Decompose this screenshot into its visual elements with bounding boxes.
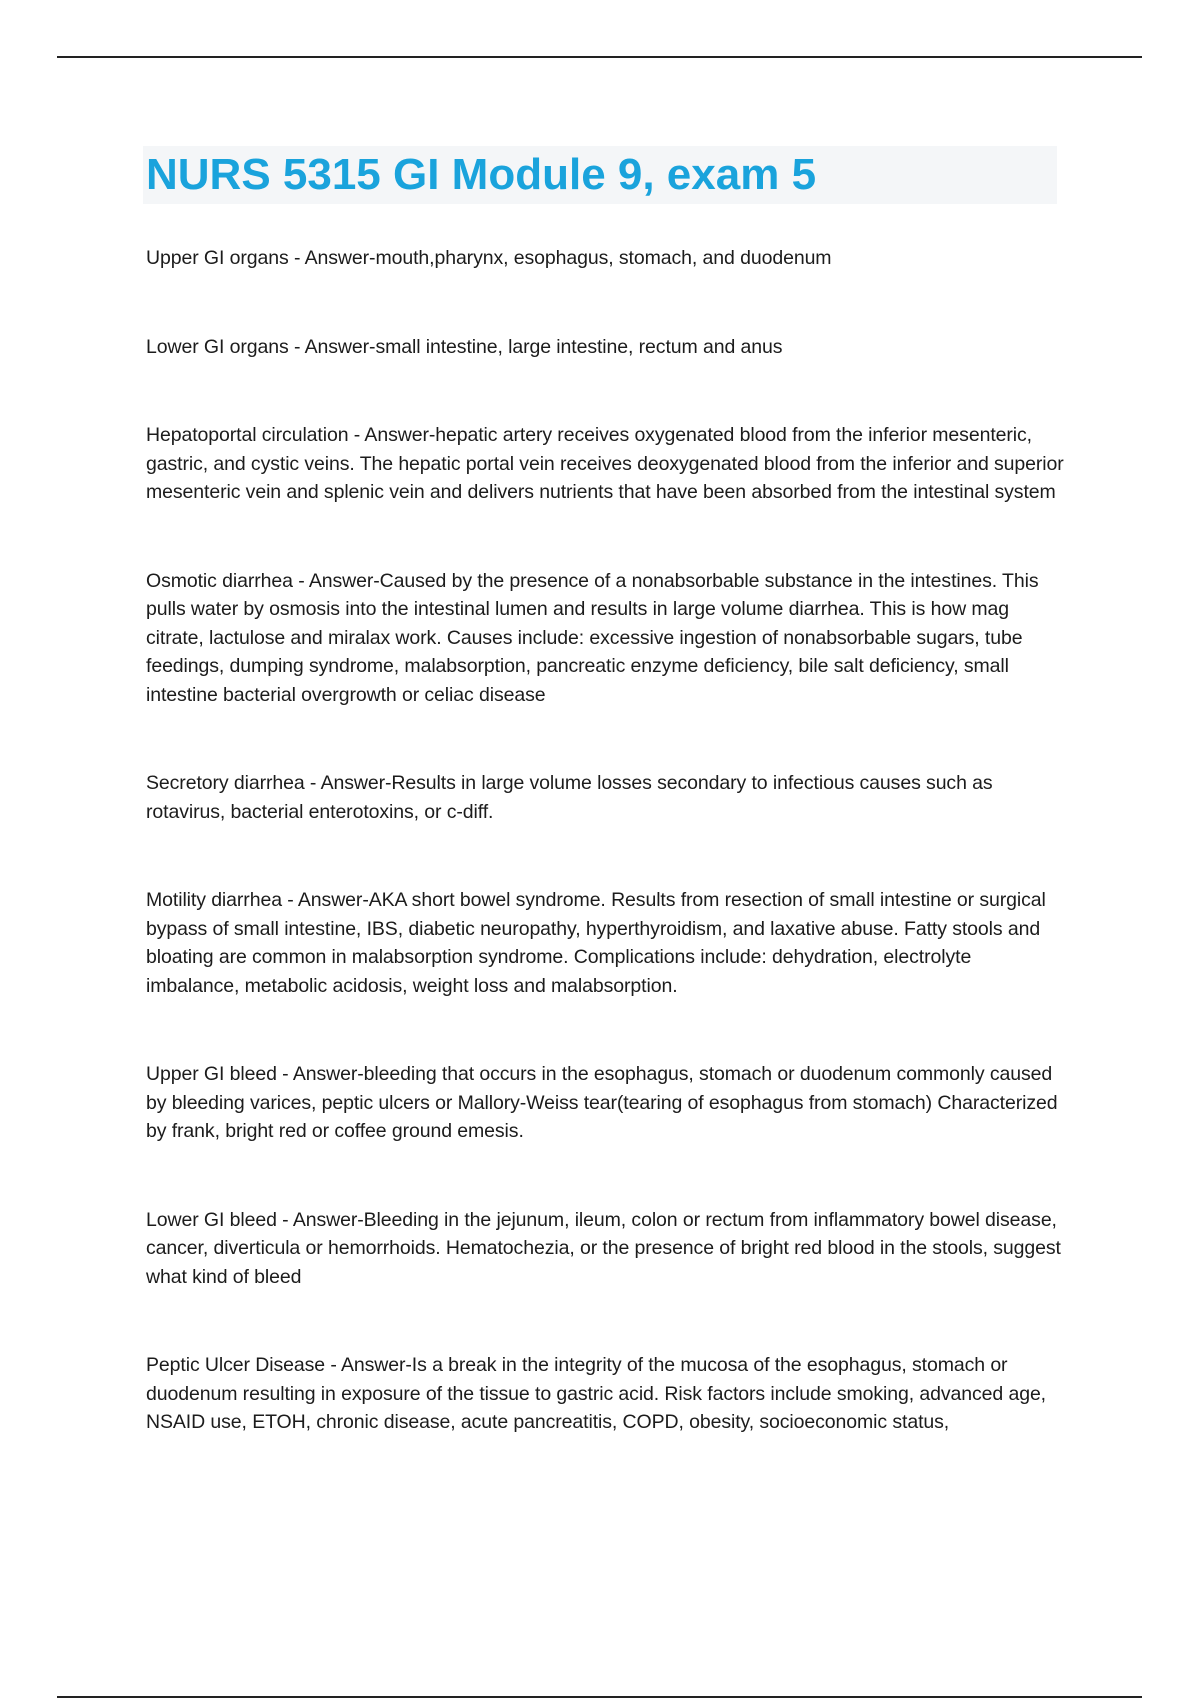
qa-entry-osmotic-diarrhea [146, 567, 1066, 710]
entry-separator: - Answer- [288, 247, 376, 269]
entry-separator: - Answer- [292, 569, 380, 592]
document-title: NURS 5315 GI Module 9, exam 5 [146, 150, 817, 199]
entry-answer: hepatic artery receives oxygenated blood from the inferior mesenteric, gastric, and cystic veins. The hepatic portal vein receives deoxygenated blood from the inferior and superior mesenteric vein and splenic vein and delivers nutrients that have been absorbed from the intestinal system [146, 424, 1064, 503]
entry-answer: mouth,pharynx, esophagus, stomach, and duodenum [375, 247, 832, 269]
entry-separator: - Answer- [325, 1354, 412, 1376]
entry-answer: Results in large volume losses secondary to infectious causes such as rotavirus, bacterial enterotoxins, or c-diff. [146, 772, 993, 823]
entry-term: Upper GI organs [146, 247, 289, 269]
entry-answer: small intestine, large intestine, rectum and anus [375, 335, 783, 358]
qa-entry-motility-diarrhea [146, 886, 1066, 1000]
entry-separator: - Answer- [276, 1063, 364, 1085]
entry-separator: - Answer- [348, 424, 436, 446]
entry-answer: Caused by the presence of a nonabsorbable substance in the intestines. This pulls water by osmosis into the intestinal lumen and results in large volume diarrhea. This is how mag citrate, lactulose and miralax work. Causes include: excessive ingestion of nonabsorbable sugars, tube feedings, dumping syndrome, malabsorption, pancreatic enzyme deficiency, bile salt deficiency, small intestine bacterial overgrowth or celiac disease [146, 569, 1039, 706]
entry-separator: - Answer- [276, 1208, 364, 1231]
qa-entry-peptic-ulcer-disease [146, 1351, 1066, 1437]
entry-separator: - Answer- [288, 335, 376, 358]
entry-term: Hepatoportal circulation [146, 424, 349, 446]
entry-term: Osmotic diarrhea [146, 569, 293, 592]
entry-term: Secretory diarrhea [146, 772, 305, 794]
qa-entry-hepatoportal-circulation [146, 421, 1066, 507]
entry-answer: Bleeding in the jejunum, ileum, colon or rectum from inflammatory bowel disease, cancer, diverticula or hemorrhoids. Hematochezia, or the presence of bright red blood in the stools, suggest what kind of bleed [146, 1208, 1061, 1288]
qa-entry-upper-gi-organs [146, 244, 1066, 273]
qa-entry-upper-gi-bleed [146, 1060, 1066, 1146]
header-rule [57, 56, 1142, 58]
qa-entry-lower-gi-bleed [146, 1206, 1066, 1292]
qa-list [146, 244, 1066, 1497]
entry-term: Motility diarrhea [146, 889, 282, 911]
entry-term: Lower GI organs [146, 335, 289, 358]
qa-entry-secretory-diarrhea [146, 769, 1066, 826]
entry-term: Lower GI bleed [146, 1208, 277, 1231]
entry-answer: AKA short bowel syndrome. Results from resection of small intestine or surgical bypass of small intestine, IBS, diabetic neuropathy, hyperthyroidism, and laxative abuse. Fatty stools and bloating are common in malabsorption syndrome. Complications include: dehydration, electrolyte imbalance, metabolic acidosis, weight loss and malabsorption. [146, 889, 1046, 997]
footer-rule [57, 1696, 1142, 1698]
entry-term: Peptic Ulcer Disease [146, 1354, 325, 1376]
entry-answer: Is a break in the integrity of the mucosa of the esophagus, stomach or duodenum resulting in exposure of the tissue to gastric acid. Risk factors include smoking, advanced age, NSAID use, ETOH, chronic disease, acute pancreatitis, COPD, obesity, socioeconomic status, [146, 1354, 1047, 1433]
entry-term: Upper GI bleed [146, 1063, 277, 1085]
entry-answer: bleeding that occurs in the esophagus, stomach or duodenum commonly caused by bleeding varices, peptic ulcers or Mallory-Weiss tear(tearing of esophagus from stomach) Characterized by frank, bright red or coffee ground emesis. [146, 1063, 1058, 1142]
entry-separator: - Answer- [281, 889, 369, 911]
qa-entry-lower-gi-organs [146, 333, 1066, 362]
entry-separator: - Answer- [304, 772, 392, 794]
